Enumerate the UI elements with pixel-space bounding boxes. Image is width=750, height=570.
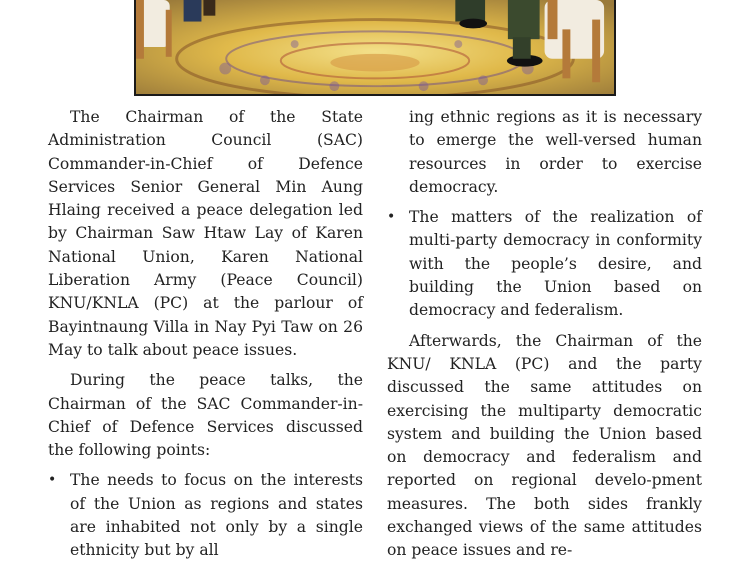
article-paragraph: During the peace talks, the Chairman of the SAC Commander-in-Chief of Defence Services discussed the following points: — [48, 371, 363, 460]
article-column-left — [48, 106, 363, 570]
list-item-text: The matters of the realization of multi-party democracy in conformity with the people’s desire, and building the Union based on democracy and federalism. — [409, 208, 702, 320]
bullet-icon: • — [48, 472, 57, 489]
list-item — [387, 206, 702, 322]
list-item — [48, 469, 363, 562]
list-item-text: The needs to focus on the interests of the Union as regions and states are inhabited not only by a single ethnicity but by all — [70, 471, 363, 560]
meeting-photo — [134, 0, 616, 96]
list-item-continuation: ing ethnic regions as it is necessary to emerge the well-versed human resources in order to exercise democracy. — [409, 108, 702, 196]
discussion-points-list — [387, 206, 702, 322]
discussion-points-list — [48, 469, 363, 562]
meeting-photo-illustration — [136, 0, 614, 94]
article-column-right — [387, 106, 702, 570]
bullet-icon: • — [387, 209, 396, 226]
article-paragraph: Afterwards, the Chairman of the KNU/ KNLA (PC) and the party discussed the same attitudes on exercising the multiparty democratic system and building the Union based on democracy and federalism and reported on regional develo-pment measures. The both sides frankly exchanged views of the same attitudes on peace issues and re- — [387, 331, 702, 560]
article-paragraph: The Chairman of the State Administration Council (SAC) Commander-in-Chief of Defence Services Senior General Min Aung Hlaing received a peace delegation led by Chairman Saw Htaw Lay of Karen National Union, Karen National Liberation Army (Peace Council) KNU/KNLA (PC) at the parlour of Bayintnaung Villa in Nay Pyi Taw on 26 May to talk about peace issues. — [48, 108, 363, 359]
